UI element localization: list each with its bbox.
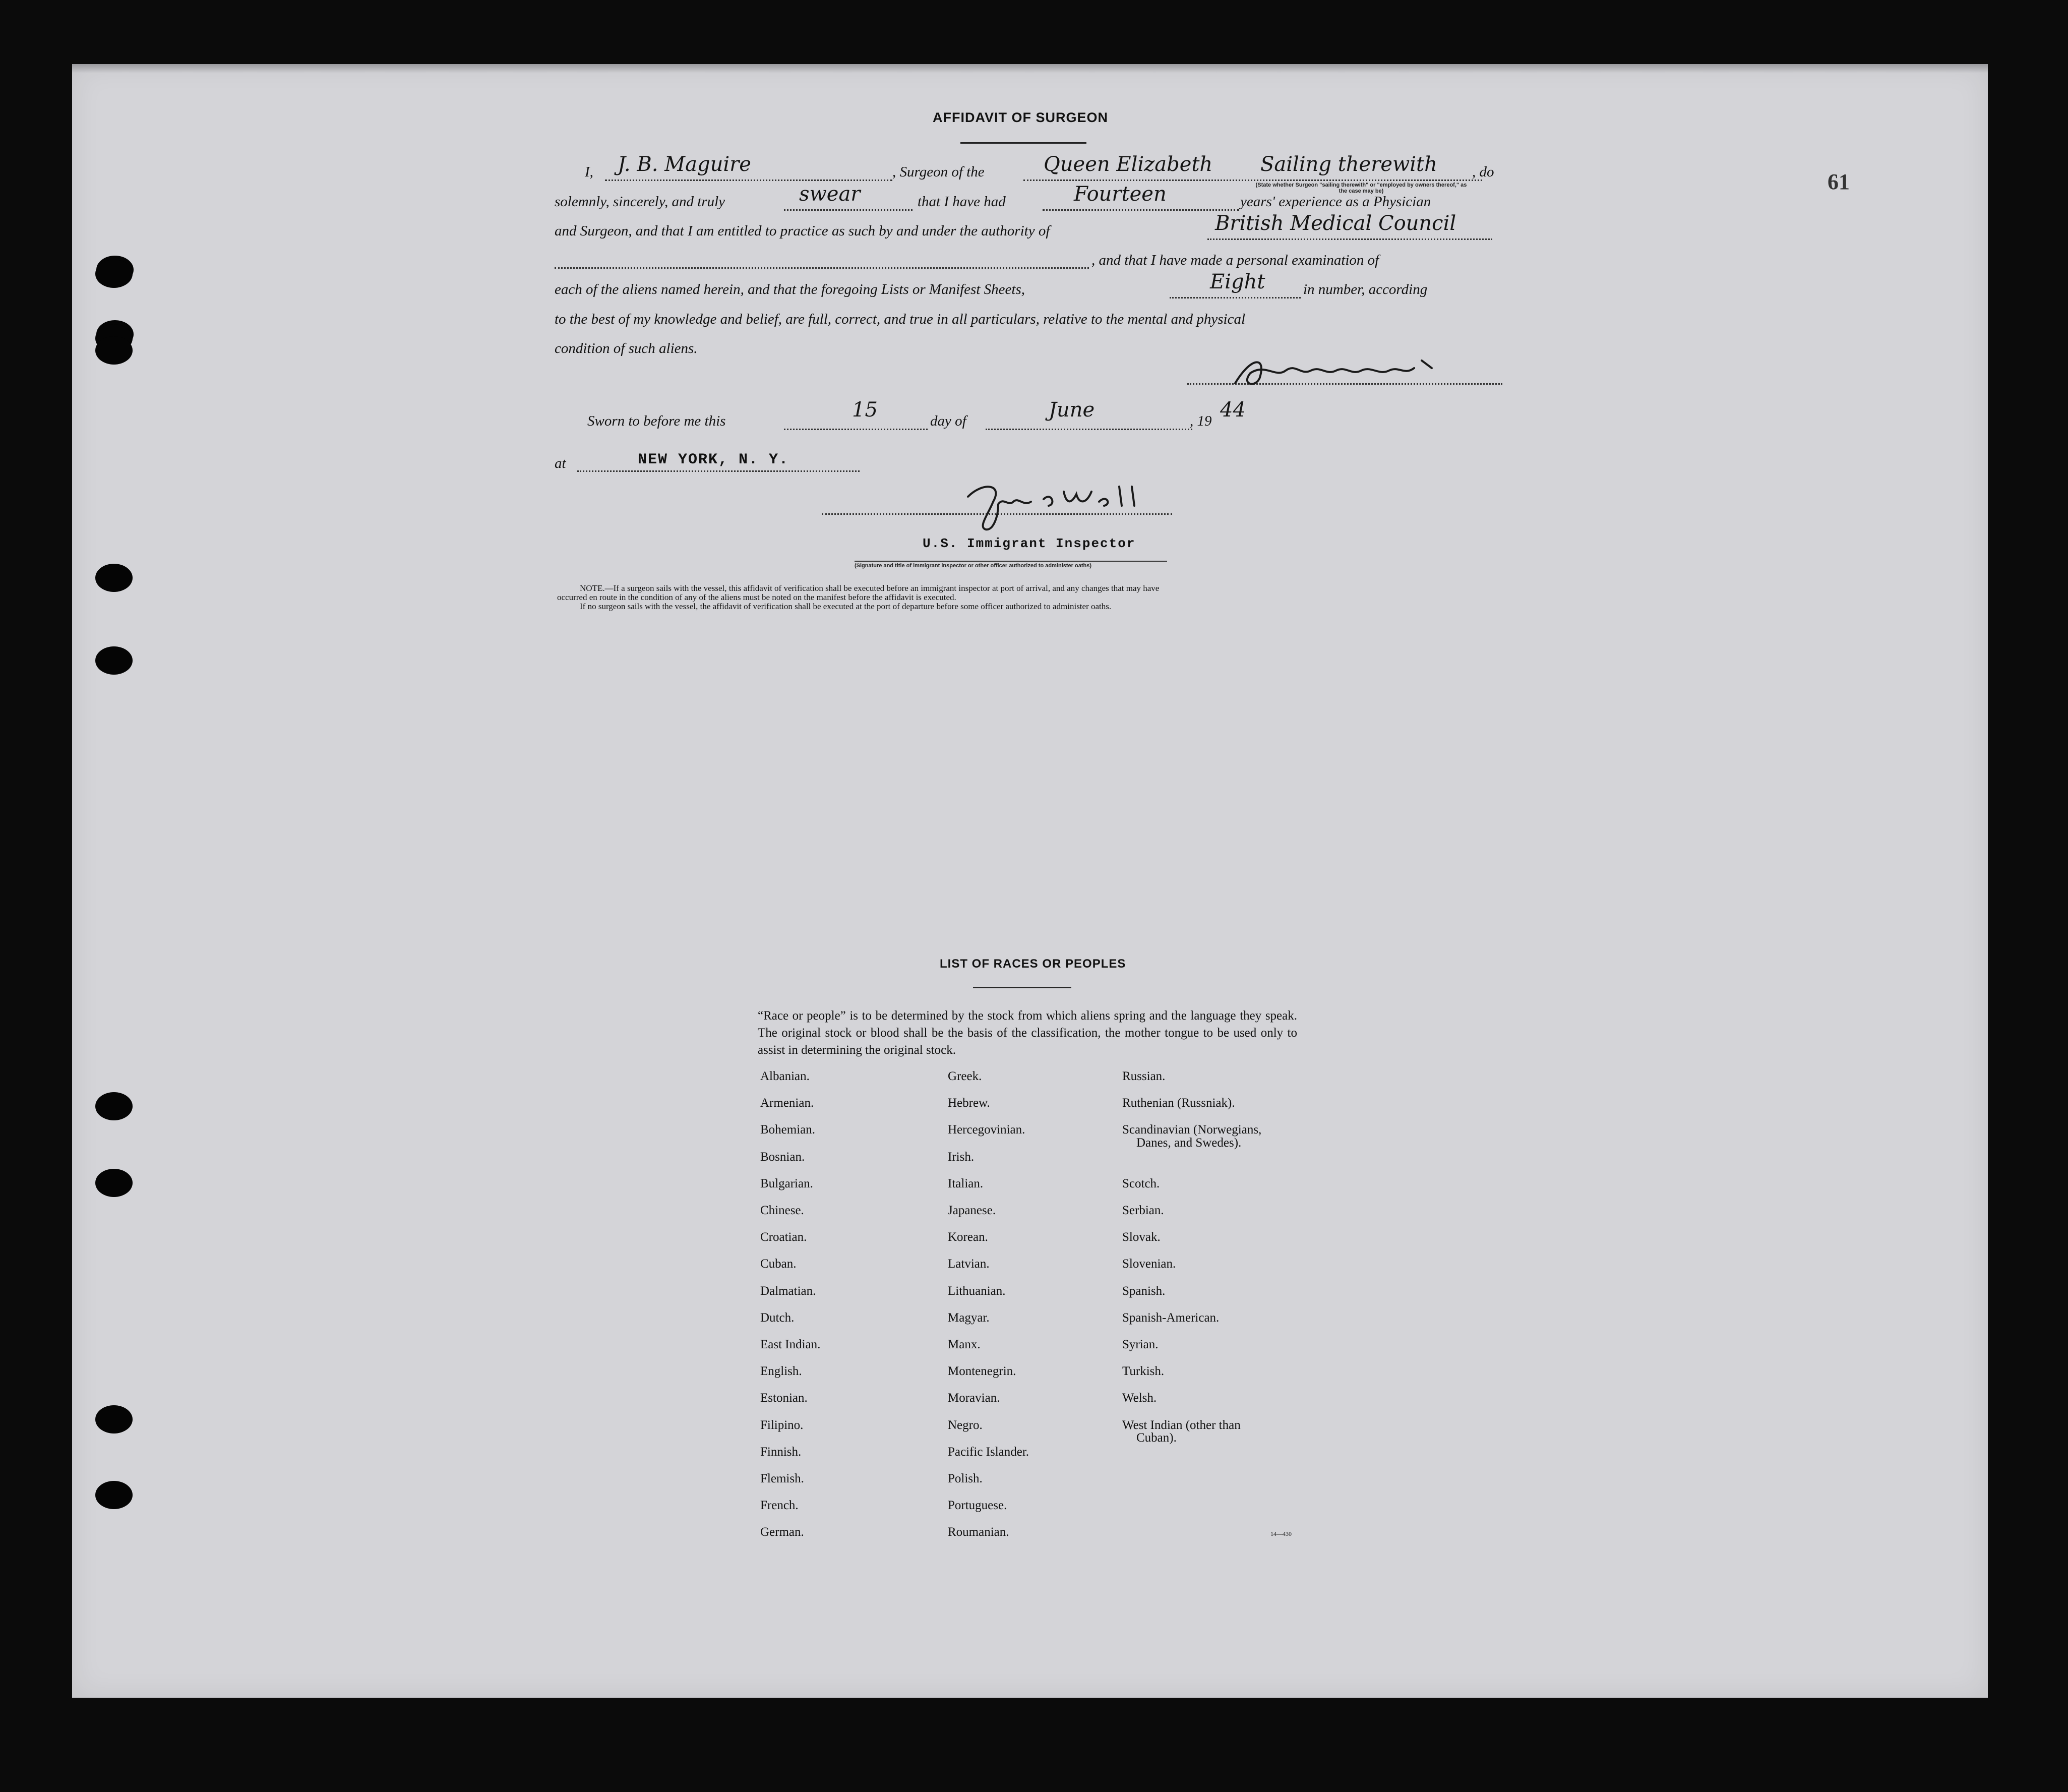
race-item: Estonian. xyxy=(760,1391,808,1405)
oath-word: swear xyxy=(799,183,861,206)
punch-hole xyxy=(95,336,133,365)
race-item: Dutch. xyxy=(760,1310,795,1325)
line3-prefix: and Surgeon, and that I am entitled to practice as such by and under the authority of xyxy=(555,223,1050,239)
punch-hole xyxy=(95,646,133,675)
vessel-relation: Sailing therewith xyxy=(1260,153,1437,176)
years-value: Fourteen xyxy=(1074,183,1167,206)
line6: to the best of my knowledge and belief, are full, correct, and true in all particulars, relative to the mental and physical xyxy=(555,311,1246,327)
sheet-top-shadow xyxy=(72,64,1988,73)
race-item-continuation: Danes, and Swedes). xyxy=(1136,1136,1242,1150)
inspector-title: U.S. Immigrant Inspector xyxy=(923,536,1136,551)
punch-hole xyxy=(95,260,133,288)
race-item: French. xyxy=(760,1499,799,1513)
line1-mid: , Surgeon of the xyxy=(892,164,985,180)
race-item: Korean. xyxy=(948,1230,988,1244)
inspector-title-line xyxy=(855,561,1167,562)
race-item: Scandinavian (Norwegians, Danes, and Swedes). xyxy=(1122,1123,1262,1150)
title-rule xyxy=(960,142,1086,144)
race-item: Moravian. xyxy=(948,1391,1000,1405)
race-item: Syrian. xyxy=(1122,1338,1159,1352)
race-item: Spanish-American. xyxy=(1122,1310,1220,1325)
races-title: LIST OF RACES OR PEOPLES xyxy=(940,957,1126,971)
punch-hole xyxy=(95,564,133,592)
races-column-3 xyxy=(1122,1063,1261,1465)
inspector-caption: (Signature and title of immigrant inspector or other officer authorized to administer oaths) xyxy=(855,563,1091,569)
race-item: German. xyxy=(760,1525,804,1539)
races-intro: “Race or people” is to be determined by the stock from which aliens spring and the language they speak. The original stock or blood shall be the basis of the classification, the mother tongue to be used only to assist in determining the original stock. xyxy=(758,1009,1297,1057)
race-item: Spanish. xyxy=(1122,1284,1166,1298)
races-column-1 xyxy=(760,1063,820,1546)
race-item: Chinese. xyxy=(760,1204,804,1218)
surgeon-name: J. B. Maguire xyxy=(618,153,751,176)
race-item: Bosnian. xyxy=(760,1150,805,1164)
line2-prefix: solemnly, sincerely, and truly xyxy=(555,194,725,210)
punch-hole xyxy=(95,1169,133,1197)
race-item: Lithuanian. xyxy=(948,1284,1006,1298)
sworn-year-prefix: , 19 xyxy=(1190,413,1212,429)
race-item: Albanian. xyxy=(760,1069,810,1083)
punch-hole xyxy=(95,1405,133,1433)
vessel-name: Queen Elizabeth xyxy=(1044,153,1213,176)
oath-line xyxy=(784,209,913,211)
race-item: Scotch. xyxy=(1122,1176,1160,1190)
race-item: Magyar. xyxy=(948,1310,990,1325)
race-item: Finnish. xyxy=(760,1445,802,1459)
race-item: Slovak. xyxy=(1122,1230,1161,1244)
race-item: Serbian. xyxy=(1122,1204,1164,1217)
page-number: 61 xyxy=(1828,169,1850,194)
line7: condition of such aliens. xyxy=(555,340,698,356)
note-line-3: If no surgeon sails with the vessel, the affidavit of verification shall be executed at the port of departure before some officer authorized to administer oaths. xyxy=(580,602,1112,611)
sworn-prefix: Sworn to before me this xyxy=(587,413,726,429)
form-number: 14—430 xyxy=(1270,1530,1292,1537)
race-item: Polish. xyxy=(948,1472,983,1486)
line5-suffix: in number, according xyxy=(1303,281,1428,297)
race-item: Roumanian. xyxy=(948,1525,1009,1539)
race-item: Dalmatian. xyxy=(760,1284,816,1298)
punch-hole xyxy=(95,1481,133,1509)
race-item: Filipino. xyxy=(760,1418,804,1432)
location-line xyxy=(577,470,860,472)
sworn-month: June xyxy=(1049,398,1095,422)
race-item: Italian. xyxy=(948,1176,984,1190)
authority-value: British Medical Council xyxy=(1215,212,1456,235)
race-item: Hebrew. xyxy=(948,1096,990,1110)
sheet-count-line xyxy=(1170,297,1301,298)
race-item: English. xyxy=(760,1364,802,1379)
race-item: Japanese. xyxy=(948,1204,996,1218)
sworn-year: 44 xyxy=(1220,398,1246,422)
races-title-rule xyxy=(973,987,1071,988)
race-item-continuation: Cuban). xyxy=(1136,1430,1177,1445)
line1-suffix: , do xyxy=(1472,164,1494,180)
race-item: Ruthenian (Russniak). xyxy=(1122,1096,1235,1110)
race-item: Slovenian. xyxy=(1122,1257,1176,1271)
race-item: Cuban. xyxy=(760,1257,797,1271)
vessel-line xyxy=(1023,180,1482,181)
race-item: West Indian (other than Cuban). xyxy=(1122,1412,1261,1465)
race-item: Portuguese. xyxy=(948,1499,1007,1513)
race-item: Croatian. xyxy=(760,1230,807,1244)
relation-note: (State whether Surgeon "sailing therewith" or "employed by owners thereof," as the case may be) xyxy=(1255,182,1467,194)
race-item: Manx. xyxy=(948,1338,981,1352)
document-sheet xyxy=(72,64,1988,1698)
line2-suffix: years' experience as a Physician xyxy=(1240,194,1431,210)
race-item: Armenian. xyxy=(760,1096,814,1110)
race-item: East Indian. xyxy=(760,1338,821,1352)
surgeon-name-line xyxy=(605,180,892,181)
race-item: Welsh. xyxy=(1122,1391,1157,1405)
race-item: Greek. xyxy=(948,1069,982,1083)
location: NEW YORK, N. Y. xyxy=(638,451,789,468)
races-column-2 xyxy=(948,1063,1029,1546)
sworn-day-of: day of xyxy=(930,413,966,429)
authority-line xyxy=(1207,238,1492,240)
affidavit-title: AFFIDAVIT OF SURGEON xyxy=(933,110,1108,125)
race-item: Flemish. xyxy=(760,1472,804,1486)
line1-prefix: I, xyxy=(585,164,593,180)
surgeon-signature xyxy=(1230,348,1452,393)
race-item: Turkish. xyxy=(1122,1364,1165,1379)
note-line-1: NOTE.—If a surgeon sails with the vessel, this affidavit of verification shall be executed before an immigrant inspector at port of arrival, and any changes that may have xyxy=(580,583,1160,593)
race-item: Montenegrin. xyxy=(948,1364,1016,1379)
punch-hole xyxy=(95,1092,133,1120)
sworn-month-line xyxy=(986,429,1192,430)
note-line-2: occurred en route in the condition of any of the aliens must be noted on the manifest before the affidavit is executed. xyxy=(557,592,956,602)
at-label: at xyxy=(555,455,566,471)
sheet-count: Eight xyxy=(1210,270,1265,293)
inspector-signature xyxy=(958,476,1160,532)
line4-suffix: , and that I have made a personal examination of xyxy=(1091,252,1379,268)
race-item: Hercegovinian. xyxy=(948,1123,1025,1137)
race-item: Russian. xyxy=(1122,1069,1166,1083)
race-item: Pacific Islander. xyxy=(948,1445,1029,1459)
race-item: Latvian. xyxy=(948,1257,990,1271)
line5-prefix: each of the aliens named herein, and that the foregoing Lists or Manifest Sheets, xyxy=(555,281,1025,297)
line2-mid: that I have had xyxy=(918,194,1006,210)
sworn-day: 15 xyxy=(852,398,878,422)
sworn-day-line xyxy=(784,429,928,430)
years-line xyxy=(1043,209,1239,211)
race-item: Negro. xyxy=(948,1418,983,1432)
race-item: Bulgarian. xyxy=(760,1176,813,1190)
race-item: Irish. xyxy=(948,1150,975,1164)
race-item: Bohemian. xyxy=(760,1123,816,1137)
authority-continuation-line xyxy=(555,267,1089,269)
